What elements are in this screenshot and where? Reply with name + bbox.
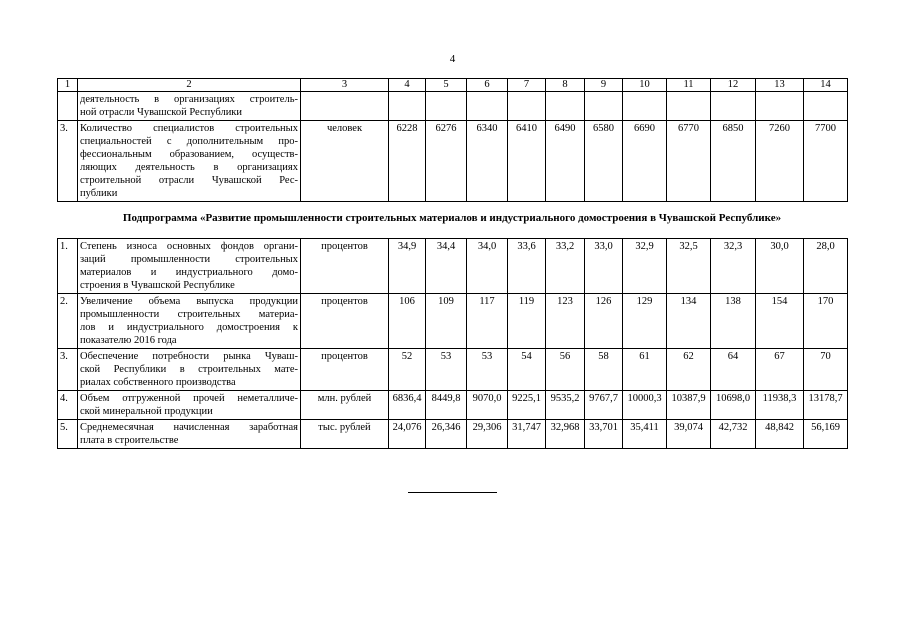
indicator-description-cell	[78, 121, 301, 202]
table-row	[58, 239, 848, 294]
table-row	[58, 92, 848, 121]
header-cell: 13	[756, 79, 804, 92]
description-line: риалах собственного производства	[80, 377, 236, 388]
value-cell	[546, 92, 585, 121]
page-number: 4	[449, 53, 456, 65]
value-cell: 32,5	[667, 239, 711, 294]
header-cell: 5	[426, 79, 467, 92]
value-cell: 56,169	[804, 420, 848, 449]
description-line: Степень износа основных фондов органи-	[80, 241, 298, 252]
value-cell: 7700	[804, 121, 848, 202]
value-cell	[756, 92, 804, 121]
value-cell: 29,306	[467, 420, 508, 449]
unit-cell: тыс. рублей	[301, 420, 389, 449]
description-line: промышленности строительных материа-	[80, 309, 298, 320]
value-cell	[389, 92, 426, 121]
value-cell: 109	[426, 294, 467, 349]
description-line: Обеспечение потребности рынка Чуваш-	[80, 351, 298, 362]
value-cell: 10387,9	[667, 391, 711, 420]
table-row	[58, 349, 848, 391]
value-cell: 34,4	[426, 239, 467, 294]
value-cell: 6490	[546, 121, 585, 202]
header-cell: 14	[804, 79, 848, 92]
value-cell	[585, 92, 623, 121]
value-cell: 154	[756, 294, 804, 349]
value-cell	[804, 92, 848, 121]
description-line: ской минеральной продукции	[80, 406, 213, 417]
value-cell: 6228	[389, 121, 426, 202]
row-number-cell: 5.	[58, 420, 78, 449]
value-cell: 6850	[711, 121, 756, 202]
description-line: плата в строительстве	[80, 435, 179, 446]
value-cell: 138	[711, 294, 756, 349]
value-cell: 170	[804, 294, 848, 349]
unit-cell: процентов	[301, 349, 389, 391]
value-cell: 6340	[467, 121, 508, 202]
table-row	[58, 294, 848, 349]
value-cell: 8449,8	[426, 391, 467, 420]
value-cell: 56	[546, 349, 585, 391]
value-cell: 6276	[426, 121, 467, 202]
description-line: материалов и индустриального домо-	[80, 267, 298, 278]
value-cell: 52	[389, 349, 426, 391]
value-cell: 32,3	[711, 239, 756, 294]
header-cell: 8	[546, 79, 585, 92]
row-number-cell: 3.	[58, 121, 78, 202]
value-cell: 6410	[508, 121, 546, 202]
header-cell: 4	[389, 79, 426, 92]
description-line: показателю 2016 года	[80, 335, 177, 346]
value-cell: 9535,2	[546, 391, 585, 420]
value-cell: 9225,1	[508, 391, 546, 420]
row-number-cell: 2.	[58, 294, 78, 349]
value-cell: 6580	[585, 121, 623, 202]
value-cell: 6770	[667, 121, 711, 202]
value-cell	[508, 92, 546, 121]
footnote-separator	[408, 492, 497, 493]
value-cell: 33,6	[508, 239, 546, 294]
unit-cell: человек	[301, 121, 389, 202]
header-cell: 6	[467, 79, 508, 92]
value-cell: 11938,3	[756, 391, 804, 420]
value-cell: 33,701	[585, 420, 623, 449]
unit-cell	[301, 92, 389, 121]
value-cell: 34,9	[389, 239, 426, 294]
header-cell: 7	[508, 79, 546, 92]
value-cell: 9070,0	[467, 391, 508, 420]
value-cell: 9767,7	[585, 391, 623, 420]
indicator-description-cell	[78, 420, 301, 449]
value-cell: 30,0	[756, 239, 804, 294]
value-cell: 39,074	[667, 420, 711, 449]
subprogram-indicators-table	[57, 238, 848, 449]
description-line: специальностей с дополнительным про-	[80, 136, 298, 147]
description-line: Объем отгруженной прочей неметалличе-	[80, 393, 298, 404]
value-cell: 58	[585, 349, 623, 391]
description-line: строения в Чувашской Республике	[80, 280, 235, 291]
header-cell: 3	[301, 79, 389, 92]
value-cell: 106	[389, 294, 426, 349]
table-row	[58, 121, 848, 202]
value-cell: 64	[711, 349, 756, 391]
row-number-cell: 1.	[58, 239, 78, 294]
value-cell: 119	[508, 294, 546, 349]
value-cell: 42,732	[711, 420, 756, 449]
column-number-row	[58, 79, 848, 92]
indicators-table-continued	[57, 78, 848, 202]
value-cell: 61	[623, 349, 667, 391]
table-body	[58, 239, 848, 449]
table-row	[58, 420, 848, 449]
description-line: лов и индустриального домостроения к	[80, 322, 298, 333]
description-line: ной отрасли Чувашской Республики	[80, 107, 243, 118]
header-cell: 12	[711, 79, 756, 92]
unit-cell: процентов	[301, 239, 389, 294]
value-cell: 70	[804, 349, 848, 391]
value-cell: 123	[546, 294, 585, 349]
header-cell: 11	[667, 79, 711, 92]
indicator-description-cell	[78, 92, 301, 121]
row-number-cell: 4.	[58, 391, 78, 420]
value-cell: 67	[756, 349, 804, 391]
description-line: фессиональным образованием, осуществ-	[80, 149, 298, 160]
subprogram-title: Подпрограмма «Развитие промышленности строительных материалов и индустриального домостроения в Чувашской Республике»	[122, 212, 782, 224]
value-cell: 117	[467, 294, 508, 349]
unit-cell: процентов	[301, 294, 389, 349]
value-cell: 134	[667, 294, 711, 349]
value-cell: 54	[508, 349, 546, 391]
value-cell: 7260	[756, 121, 804, 202]
value-cell: 28,0	[804, 239, 848, 294]
value-cell: 53	[426, 349, 467, 391]
value-cell: 32,968	[546, 420, 585, 449]
value-cell: 32,9	[623, 239, 667, 294]
indicator-description-cell	[78, 391, 301, 420]
header-cell: 9	[585, 79, 623, 92]
header-cell: 10	[623, 79, 667, 92]
value-cell	[426, 92, 467, 121]
value-cell	[467, 92, 508, 121]
description-line: Увеличение объема выпуска продукции	[80, 296, 298, 307]
description-line: заций промышленности строительных	[80, 254, 298, 265]
value-cell: 33,2	[546, 239, 585, 294]
indicator-description-cell	[78, 294, 301, 349]
value-cell: 6836,4	[389, 391, 426, 420]
header-cell: 1	[58, 79, 78, 92]
value-cell: 62	[667, 349, 711, 391]
description-line: публики	[80, 188, 118, 199]
indicator-description-cell	[78, 349, 301, 391]
unit-cell: млн. рублей	[301, 391, 389, 420]
value-cell: 126	[585, 294, 623, 349]
indicator-description-cell	[78, 239, 301, 294]
row-number-cell: 3.	[58, 349, 78, 391]
header-cell: 2	[78, 79, 301, 92]
value-cell: 6690	[623, 121, 667, 202]
description-line: Количество специалистов строительных	[80, 123, 298, 134]
value-cell	[623, 92, 667, 121]
value-cell: 34,0	[467, 239, 508, 294]
value-cell	[711, 92, 756, 121]
value-cell: 13178,7	[804, 391, 848, 420]
description-line: ской Республики в строительных мате-	[80, 364, 298, 375]
value-cell: 24,076	[389, 420, 426, 449]
value-cell: 10000,3	[623, 391, 667, 420]
table-body	[58, 92, 848, 202]
row-number-cell	[58, 92, 78, 121]
value-cell: 33,0	[585, 239, 623, 294]
description-line: деятельность в организациях строитель-	[80, 94, 298, 105]
value-cell: 26,346	[426, 420, 467, 449]
description-line: строительной отрасли Чувашской Рес-	[80, 175, 298, 186]
value-cell: 129	[623, 294, 667, 349]
value-cell: 53	[467, 349, 508, 391]
value-cell: 48,842	[756, 420, 804, 449]
table-row	[58, 391, 848, 420]
value-cell: 10698,0	[711, 391, 756, 420]
value-cell: 35,411	[623, 420, 667, 449]
value-cell: 31,747	[508, 420, 546, 449]
description-line: Среднемесячная начисленная заработная	[80, 422, 298, 433]
value-cell	[667, 92, 711, 121]
description-line: ляющих деятельность в организациях	[80, 162, 298, 173]
